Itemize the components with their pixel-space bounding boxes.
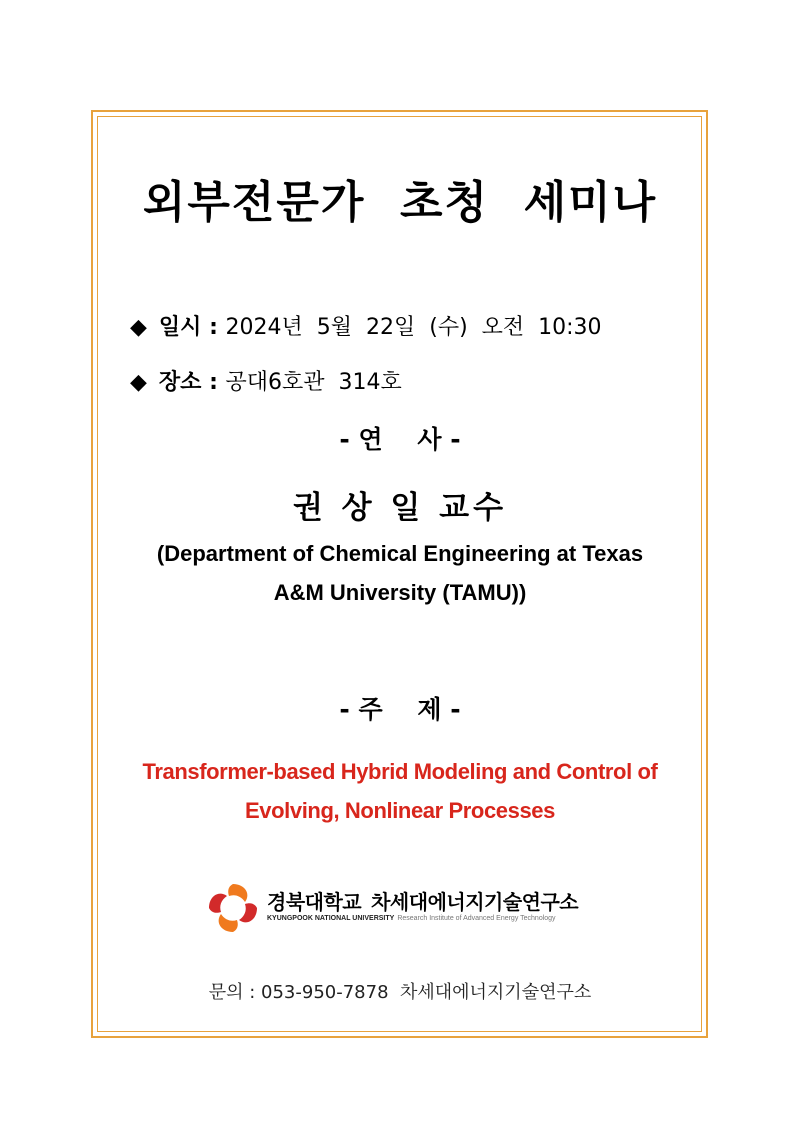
logo-university-english: KYUNGPOOK NATIONAL UNIVERSITY xyxy=(267,915,395,922)
knu-logo-icon xyxy=(205,880,261,936)
topic-heading: - 주 제 - xyxy=(339,695,461,724)
institute-logo xyxy=(205,880,605,940)
logo-institute-korean: 차세대에너지기술연구소 xyxy=(371,890,579,914)
diamond-bullet-icon: ◆ xyxy=(130,370,147,395)
logo-korean-text xyxy=(267,886,578,915)
logo-english-text xyxy=(267,915,556,922)
page-title: 외부전문가 초청 세미나 xyxy=(142,177,658,228)
contact-info: 문의 : 053-950-7878 차세대에너지기술연구소 xyxy=(208,982,592,1003)
seminar-topic: Transformer-based Hybrid Modeling and Control of Evolving, Nonlinear Processes xyxy=(142,759,658,823)
speaker-heading: - 연 사 - xyxy=(339,425,461,454)
logo-university-korean: 경북대학교 xyxy=(267,890,362,914)
speaker-affiliation: (Department of Chemical Engineering at Texas A&M University (TAMU)) xyxy=(156,541,644,605)
place-label: 장소 : xyxy=(158,370,226,395)
place-row xyxy=(116,340,402,396)
date-label: 일시 : xyxy=(158,315,226,340)
date-row xyxy=(116,285,602,341)
diamond-bullet-icon: ◆ xyxy=(130,315,147,340)
speaker-name: 권 상 일 교수 xyxy=(292,490,508,526)
logo-institute-english: Research Institute of Advanced Energy Technology xyxy=(397,915,556,922)
place-value: 공대6호관 314호 xyxy=(225,370,402,395)
date-value: 2024년 5월 22일 (수) 오전 10:30 xyxy=(225,315,602,340)
